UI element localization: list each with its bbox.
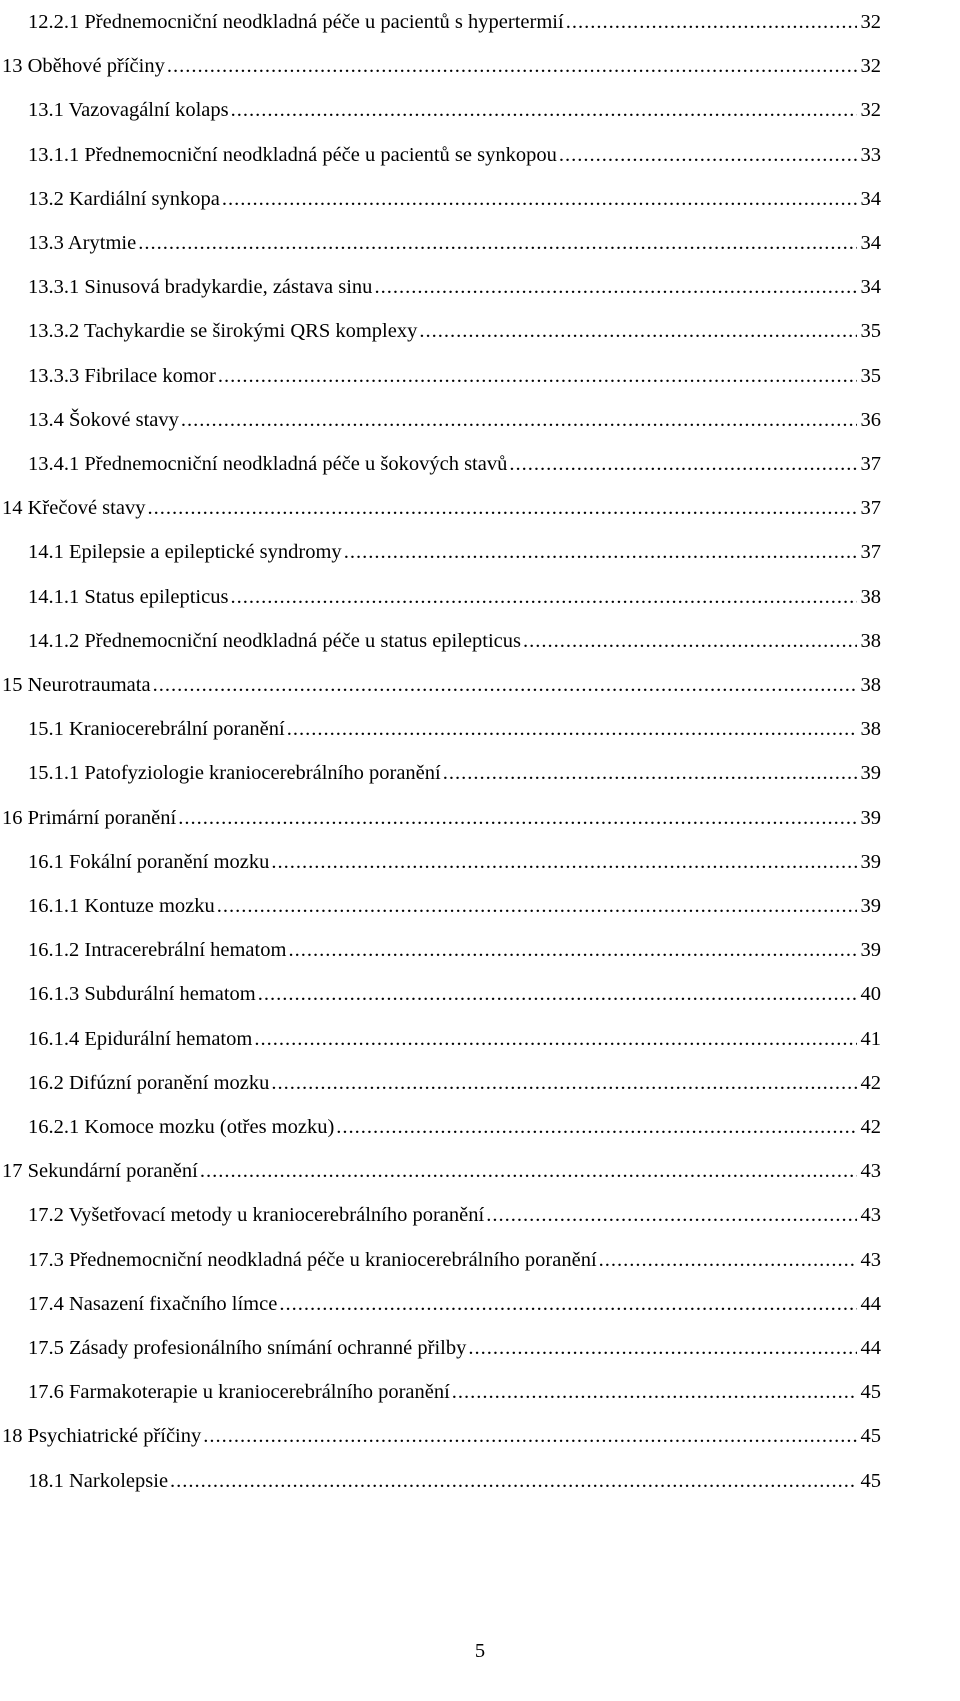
toc-entry-page: 42 [860,1071,881,1094]
toc-entry-title: 16.1.2 Intracerebrální hematom [28,939,287,962]
toc-entry[interactable] [0,133,881,177]
toc-dot-leader [258,982,857,1006]
toc-entry-title: 14.1.2 Přednemocniční neodkladná péče u status epilepticus [28,629,522,652]
toc-entry[interactable] [0,44,881,88]
toc-entry-page: 38 [860,585,881,608]
toc-entry[interactable] [0,928,881,972]
toc-dot-leader [170,1469,856,1493]
toc-entry[interactable] [0,1282,881,1326]
toc-dot-leader [231,98,857,122]
toc-dot-leader [344,540,857,564]
toc-entry-page: 38 [860,674,881,696]
toc-entry[interactable] [0,221,881,265]
toc-dot-leader [147,496,856,520]
toc-entry-page: 43 [860,1204,881,1227]
toc-entry-page: 32 [860,99,881,122]
toc-entry[interactable] [0,840,881,884]
toc-entry-page: 39 [860,939,881,962]
toc-entry-title: 13.3.1 Sinusová bradykardie, zástava sinu [28,276,373,299]
toc-entry-page: 35 [860,364,881,387]
toc-entry[interactable] [0,1326,881,1370]
toc-entry-page: 45 [860,1469,881,1492]
toc-entry-title: 16 Primární poranění [2,806,177,829]
toc-dot-leader [336,1115,856,1139]
toc-entry-title: 16.1.4 Epidurální hematom [28,1027,253,1050]
toc-entry-page: 43 [860,1248,881,1271]
toc-entry-page: 39 [860,762,881,785]
toc-dot-leader [288,938,856,962]
toc-entry-title: 13 Oběhové příčiny [2,55,165,78]
toc-entry-title: 15.1.1 Patofyziologie kraniocerebrálního poranění [28,762,441,785]
toc-entry-page: 32 [860,55,881,78]
toc-entry-title: 17.6 Farmakoterapie u kraniocerebrálního poranění [28,1381,450,1404]
toc-dot-leader [452,1380,857,1404]
toc-entry-title: 17 Sekundární poranění [2,1160,198,1183]
toc-entry-page: 45 [860,1381,881,1404]
toc-entry-title: 17.2 Vyšetřovací metody u kraniocerebrálního poranění [28,1204,485,1227]
toc-dot-leader [217,894,857,918]
toc-entry-title: 13.2 Kardiální synkopa [28,187,220,210]
toc-entry-title: 13.3.2 Tachykardie se širokými QRS komplexy [28,320,418,343]
toc-entry-page: 44 [860,1292,881,1315]
toc-entry-title: 17.3 Přednemocniční neodkladná péče u kraniocerebrálního poranění [28,1248,597,1271]
toc-entry[interactable] [0,309,881,353]
toc-dot-leader [486,1203,856,1227]
toc-entry[interactable] [0,972,881,1016]
toc-dot-leader [271,1071,856,1095]
toc-entry-page: 37 [860,453,881,475]
toc-dot-leader [419,319,856,343]
toc-entry-page: 44 [860,1337,881,1359]
toc-dot-leader [218,364,857,388]
toc-entry[interactable] [0,1414,881,1458]
toc-entry-page: 32 [860,11,881,33]
toc-entry-title: 13.3 Arytmie [28,232,137,254]
toc-dot-leader [203,1424,856,1448]
toc-entry[interactable] [0,0,881,44]
toc-entry-title: 16.1.1 Kontuze mozku [28,895,215,917]
toc-entry-title: 13.4 Šokové stavy [28,408,179,431]
toc-entry[interactable] [0,486,881,530]
toc-entry-page: 35 [860,320,881,343]
toc-entry-title: 13.4.1 Přednemocniční neodkladná péče u šokových stavů [28,453,508,475]
toc-entry[interactable] [0,1193,881,1237]
toc-entry-page: 34 [860,187,881,210]
toc-dot-leader [271,850,856,874]
toc-entry-title: 14 Křečové stavy [2,497,146,520]
toc-entry-title: 16.1.3 Subdurální hematom [28,983,256,1006]
toc-entry-title: 18.1 Narkolepsie [28,1469,169,1492]
toc-entry[interactable] [0,1149,881,1193]
toc-entry-page: 33 [860,143,881,166]
toc-entry-title: 14.1.1 Status epilepticus [28,585,229,608]
toc-dot-leader [181,408,857,432]
toc-dot-leader [200,1159,857,1183]
toc-dot-leader [230,585,856,609]
toc-entry-title: 17.4 Nasazení fixačního límce [28,1292,278,1315]
toc-entry-title: 13.1 Vazovagální kolaps [28,99,229,122]
toc-entry-page: 40 [860,983,881,1006]
toc-entry-title: 18 Psychiatrické příčiny [2,1425,202,1448]
toc-entry[interactable] [0,575,881,619]
toc-entry[interactable] [0,265,881,309]
toc-dot-leader [523,629,856,653]
toc-entry-title: 15.1 Kraniocerebrální poranění [28,718,285,741]
toc-entry[interactable] [0,1459,881,1503]
toc-entry-title: 16.2.1 Komoce mozku (otřes mozku) [28,1116,335,1138]
toc-entry[interactable] [0,442,881,486]
toc-entry-page: 36 [860,408,881,431]
toc-entry[interactable] [0,1105,881,1149]
toc-entry-page: 39 [860,850,881,873]
toc-entry-page: 37 [860,541,881,564]
toc-entry[interactable] [0,1017,881,1061]
toc-entry[interactable] [0,619,881,663]
toc-dot-leader [509,452,856,476]
toc-dot-leader [138,231,856,255]
toc-entry-title: 12.2.1 Přednemocniční neodkladná péče u pacientů s hypertermií [28,11,564,33]
toc-entry-title: 13.1.1 Přednemocniční neodkladná péče u pacientů se synkopou [28,143,557,166]
toc-entry[interactable] [0,1238,881,1282]
toc-entry-title: 16.2 Difúzní poranění mozku [28,1071,270,1094]
toc-entry-page: 39 [860,806,881,829]
toc-dot-leader [153,673,857,697]
toc-entry-page: 34 [860,232,881,254]
toc-dot-leader [222,187,857,211]
toc-dot-leader [287,717,857,741]
toc-dot-leader [559,143,857,167]
toc-entry-page: 45 [860,1425,881,1448]
toc-entry-page: 39 [860,895,881,917]
toc-entry-page: 43 [860,1160,881,1183]
toc-entry[interactable] [0,663,881,707]
toc-entry[interactable] [0,398,881,442]
toc-entry-page: 41 [860,1027,881,1050]
toc-entry[interactable] [0,354,881,398]
toc-dot-leader [468,1336,856,1360]
toc-dot-leader [167,54,857,78]
toc-entry-title: 17.5 Zásady profesionálního snímání ochranné přilby [28,1337,467,1359]
toc-entry-title: 13.3.3 Fibrilace komor [28,364,216,387]
toc-entry[interactable] [0,1370,881,1414]
toc-entry-page: 42 [860,1116,881,1138]
toc-entry[interactable] [0,751,881,795]
toc-entry-title: 14.1 Epilepsie a epileptické syndromy [28,541,342,564]
toc-entry-title: 16.1 Fokální poranění mozku [28,850,270,873]
toc-dot-leader [599,1248,857,1272]
toc-entry-page: 34 [860,276,881,299]
toc-entry-page: 38 [860,718,881,741]
toc-entry[interactable] [0,707,881,751]
toc-entry[interactable] [0,530,881,574]
toc-entry[interactable] [0,177,881,221]
toc-dot-leader [374,275,856,299]
toc-entry-title: 15 Neurotraumata [2,674,151,696]
toc-dot-leader [443,761,857,785]
toc-dot-leader [178,806,856,830]
page-number: 5 [474,1640,486,1662]
toc-entry[interactable] [0,88,881,132]
toc-entry[interactable] [0,1061,881,1105]
toc-entry[interactable] [0,884,881,928]
toc-entry-page: 37 [860,497,881,520]
toc-dot-leader [566,10,857,34]
toc-entry[interactable] [0,796,881,840]
toc-dot-leader [279,1292,856,1316]
toc-dot-leader [254,1027,856,1051]
toc-entry-page: 38 [860,629,881,652]
